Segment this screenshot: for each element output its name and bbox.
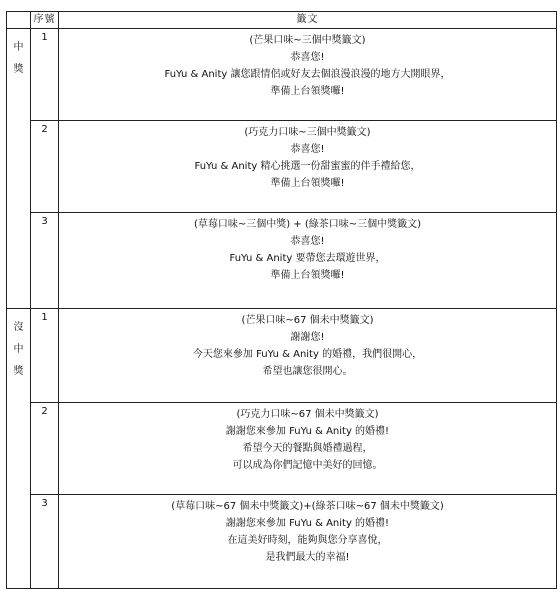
message-line: 希望也讓您很開心。: [262, 366, 353, 377]
message-line: (芒果口味~三個中獎籤文): [249, 35, 366, 46]
seq-number: 3: [31, 213, 59, 309]
group-label-char: 沒: [13, 322, 24, 333]
message-line: 恭喜您!: [290, 52, 325, 63]
message-line: 謝謝您!: [290, 332, 325, 343]
message-line: 是我們最大的幸福!: [265, 552, 350, 563]
message-line: FuYu & Anity 精心挑選一份甜蜜蜜的伴手禮給您，: [194, 161, 421, 172]
seq-number: 3: [31, 495, 59, 589]
message-line: (草莓口味~67 個未中獎籤文)+(綠茶口味~67 個未中獎籤文): [171, 501, 444, 512]
message-line: 準備上台領獎囉!: [270, 178, 345, 189]
message-cell: [59, 495, 557, 589]
message-cell: [59, 121, 557, 213]
message-line: (草莓口味~三個中獎) + (綠茶口味~三個中獎籤文): [193, 219, 422, 230]
message-line: 謝謝您來參加 FuYu & Anity 的婚禮!: [225, 518, 390, 529]
group-label-not-winning: [7, 309, 31, 589]
message-cell: [59, 309, 557, 403]
table-row: [7, 403, 557, 495]
group-label-winning: [7, 29, 31, 309]
lottery-message-table: [6, 11, 557, 589]
message-line: (巧克力口味~三個中獎籤文): [244, 127, 371, 138]
table-header-row: [7, 12, 557, 29]
message-line: 在這美好時刻，能夠與您分享喜悅，: [227, 535, 388, 546]
group-label-char: 獎: [13, 366, 24, 377]
message-line: 希望今天的餐點與婚禮過程，: [242, 443, 373, 454]
header-group-cell: [7, 12, 31, 29]
message-cell: [59, 29, 557, 121]
table-row: [7, 121, 557, 213]
table-row: [7, 213, 557, 309]
message-line: 謝謝您來參加 FuYu & Anity 的婚禮!: [225, 426, 390, 437]
table-row: [7, 309, 557, 403]
message-line: 今天您來參加 FuYu & Anity 的婚禮，我們很開心，: [192, 349, 423, 360]
message-line: FuYu & Anity 要帶您去環遊世界，: [229, 253, 386, 264]
group-label-char: 中: [13, 42, 24, 53]
message-line: 準備上台領獎囉!: [270, 270, 345, 281]
group-label-char: 獎: [13, 64, 24, 75]
group-label-char: 中: [13, 344, 24, 355]
message-cell: [59, 213, 557, 309]
message-line: 恭喜您!: [290, 144, 325, 155]
message-line: 可以成為你們記憶中美好的回憶。: [232, 460, 383, 471]
message-line: 準備上台領獎囉!: [270, 86, 345, 97]
seq-number: 2: [31, 121, 59, 213]
seq-number: 1: [31, 309, 59, 403]
message-line: (巧克力口味~67 個未中獎籤文): [236, 409, 379, 420]
header-seq-cell: 序號: [31, 12, 59, 29]
header-text-cell: 籤文: [59, 12, 557, 29]
message-line: (芒果口味~67 個未中獎籤文): [241, 315, 374, 326]
table-row: [7, 29, 557, 121]
message-cell: [59, 403, 557, 495]
message-line: 恭喜您!: [290, 236, 325, 247]
seq-number: 1: [31, 29, 59, 121]
message-line: FuYu & Anity 讓您跟情侶或好友去個浪漫浪漫的地方大開眼界，: [164, 69, 451, 80]
table-row: [7, 495, 557, 589]
seq-number: 2: [31, 403, 59, 495]
